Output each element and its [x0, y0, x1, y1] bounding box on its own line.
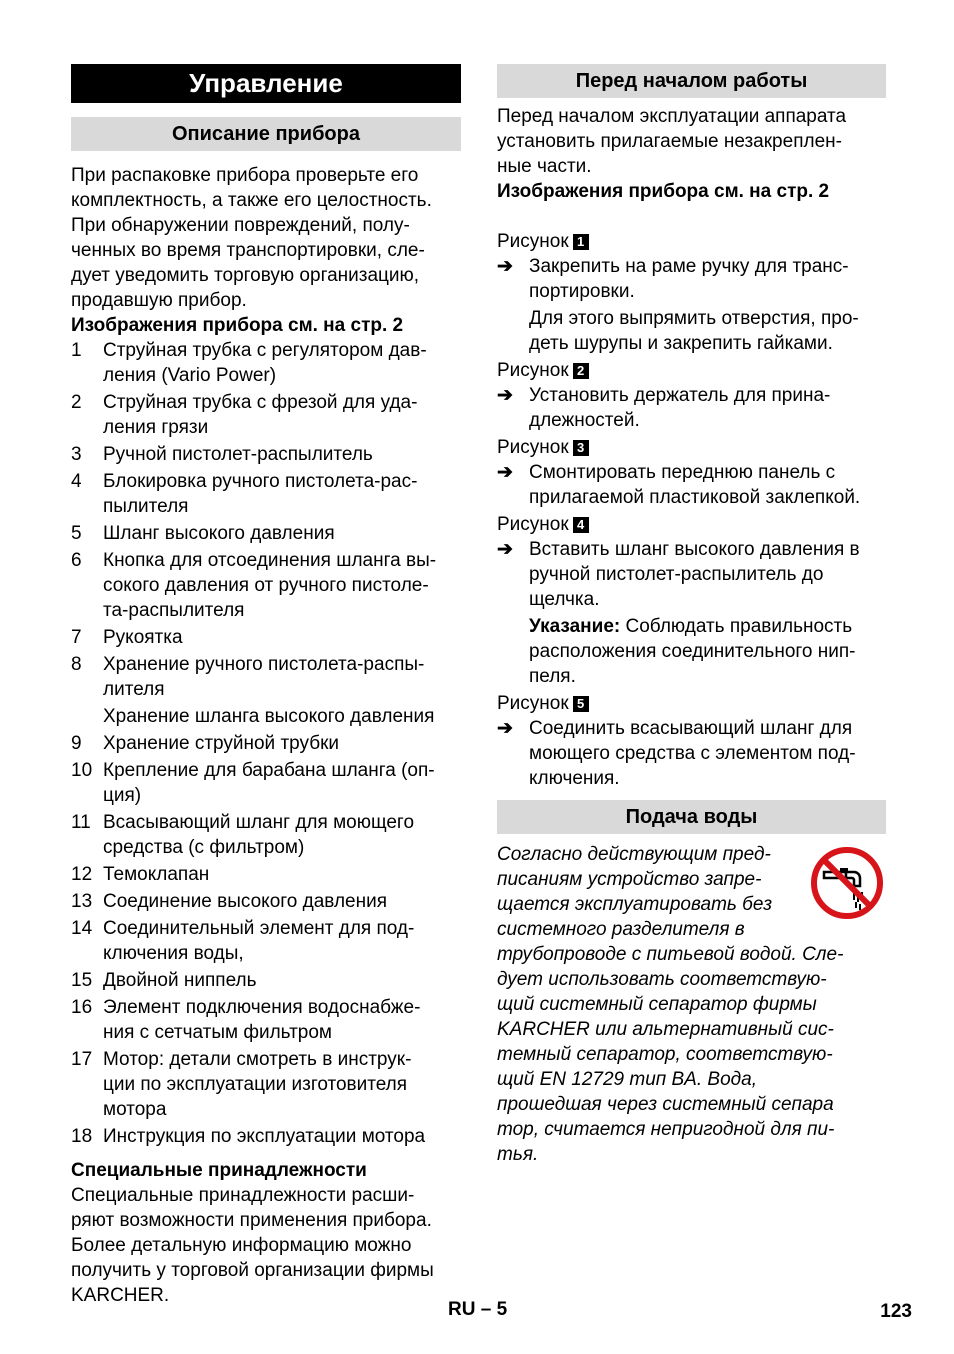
list-item-line: средства (с фильтром) — [103, 837, 305, 858]
list-item-number: 14 — [71, 918, 93, 939]
step-text — [529, 716, 886, 791]
list-item-line: ключения воды, — [103, 943, 244, 964]
figure-number-badge: 5 — [573, 696, 589, 712]
list-item-line: Элемент подключения водоснабже- — [103, 997, 421, 1018]
figure-number-badge: 4 — [573, 517, 589, 533]
list-item — [71, 469, 461, 519]
section-title-water-supply: Подача воды — [497, 800, 886, 834]
water-line: трубопроводе с питьевой водой. Сле- — [497, 944, 844, 965]
step-item — [497, 716, 886, 791]
list-item-number: 10 — [71, 760, 93, 781]
list-item-line: ции по эксплуатации изготовителя — [103, 1074, 408, 1095]
step-line: моющего средства с элементом под- — [529, 743, 856, 764]
page-title: Управление — [71, 64, 461, 103]
arrow-icon: ➔ — [497, 256, 513, 277]
water-line: прошедшая через системный сепара — [497, 1094, 834, 1115]
accessories-line: Специальные принадлежности расши- — [71, 1185, 415, 1206]
list-item-line: Ручной пистолет-распылитель — [103, 444, 373, 465]
water-line: писаниям устройство запре- — [497, 869, 762, 890]
list-item-line: Темоклапан — [103, 864, 210, 885]
step-item — [497, 537, 886, 612]
list-item-line: Соединение высокого давления — [103, 891, 387, 912]
step-item — [497, 383, 886, 433]
figure-label — [497, 691, 886, 716]
intro-line: ные части. — [497, 156, 592, 177]
list-item — [71, 731, 461, 756]
list-item-text — [103, 862, 461, 887]
list-item-line: Струйная трубка с регулятором дав- — [103, 340, 427, 361]
list-item-number: 18 — [71, 1126, 93, 1147]
list-item — [71, 521, 461, 546]
list-item-line: Струйная трубка с фрезой для уда- — [103, 392, 418, 413]
intro-line: При распаковке прибора проверьте его — [71, 165, 419, 186]
list-item-number: 7 — [71, 627, 82, 648]
list-item-line: Шланг высокого давления — [103, 523, 335, 544]
list-item — [71, 652, 461, 702]
parts-list — [71, 338, 461, 1149]
list-item-number: 15 — [71, 970, 93, 991]
list-item-line: Крепление для барабана шланга (оп- — [103, 760, 435, 781]
list-item-text — [103, 548, 461, 623]
water-line: темный сепаратор, соответствую- — [497, 1044, 833, 1065]
water-line: KARCHER или альтернативный сис- — [497, 1019, 834, 1040]
list-item-line: Всасывающий шланг для моющего — [103, 812, 415, 833]
list-item-number: 2 — [71, 392, 82, 413]
note-line: расположения соединительного нип- — [529, 641, 856, 662]
before-start-paragraph — [497, 104, 886, 179]
list-item-line: лителя — [103, 679, 165, 700]
figure-label — [497, 512, 886, 537]
intro-line: продавшую прибор. — [71, 290, 247, 311]
figure-number-badge: 3 — [573, 440, 589, 456]
accessories-paragraph — [71, 1183, 461, 1308]
footer-page-number: 123 — [880, 1301, 912, 1322]
list-item-line: ния с сетчатым фильтром — [103, 1022, 332, 1043]
list-item-text — [103, 625, 461, 650]
list-item — [71, 625, 461, 650]
note-line: пеля. — [529, 666, 576, 687]
list-item-text — [103, 338, 461, 388]
step-line: ключения. — [529, 768, 620, 789]
water-line: щий системный сепаратор фирмы — [497, 994, 817, 1015]
list-item-number: 11 — [71, 812, 91, 833]
step-text — [529, 460, 886, 510]
list-item-line: ления (Vario Power) — [103, 365, 277, 386]
list-item-line: Двойной ниппель — [103, 970, 257, 991]
list-item — [71, 758, 461, 808]
intro-line: Перед началом эксплуатации аппарата — [497, 106, 847, 127]
list-item-number: 5 — [71, 523, 82, 544]
arrow-icon: ➔ — [497, 718, 513, 739]
list-item-text — [103, 995, 461, 1045]
intro-line: При обнаружении повреждений, полу- — [71, 215, 410, 236]
list-item-number: 4 — [71, 471, 82, 492]
list-item-line: Соединительный элемент для под- — [103, 918, 415, 939]
footer-language-page: RU – 5 — [448, 1299, 508, 1320]
arrow-icon: ➔ — [497, 539, 513, 560]
list-item-number: 16 — [71, 997, 93, 1018]
list-item-text — [103, 442, 461, 467]
step-item — [497, 254, 886, 304]
list-item-line: пылителя — [103, 496, 189, 517]
images-reference-right: Изображения прибора см. на стр. 2 — [497, 181, 830, 202]
accessories-line: ряют возможности применения прибора. — [71, 1210, 432, 1231]
step-text — [529, 537, 886, 612]
step-line: ручной пистолет-распылитель до — [529, 564, 824, 585]
list-item-text — [103, 469, 461, 519]
list-item-number: 17 — [71, 1049, 93, 1070]
step-item — [497, 460, 886, 510]
figure-label — [497, 358, 886, 383]
list-item-number: 12 — [71, 864, 93, 885]
list-item-text — [103, 810, 461, 860]
water-line: щается эксплуатировать без — [497, 894, 773, 915]
list-item-line: ления грязи — [103, 417, 209, 438]
list-item-line: Хранение струйной трубки — [103, 733, 340, 754]
list-item — [71, 1124, 461, 1149]
water-line: дует использовать соответствую- — [497, 969, 827, 990]
step-extra-line: деть шурупы и закрепить гайками. — [529, 333, 833, 354]
list-item — [71, 390, 461, 440]
figure-label-text: Рисунок — [497, 231, 569, 252]
figure-label-text: Рисунок — [497, 514, 569, 535]
figure-label — [497, 435, 886, 460]
section-title-description: Описание прибора — [71, 117, 461, 151]
figure-label-text: Рисунок — [497, 693, 569, 714]
list-item-number: 3 — [71, 444, 82, 465]
list-item-text — [103, 1047, 461, 1122]
list-item-line: та-распылителя — [103, 600, 245, 621]
list-item-text — [103, 390, 461, 440]
list-item-line: Инструкция по эксплуатации мотора — [103, 1126, 426, 1147]
figure-label — [497, 229, 886, 254]
no-drinking-water-icon — [810, 846, 884, 920]
water-supply-paragraph — [497, 842, 886, 1167]
images-reference: Изображения прибора см. на стр. 2 — [71, 315, 404, 336]
list-item — [71, 810, 461, 860]
figure-steps — [497, 229, 886, 791]
step-line: длежностей. — [529, 410, 640, 431]
left-column — [71, 64, 461, 1308]
accessories-line: получить у торговой организации фирмы — [71, 1260, 434, 1281]
list-item-number: 9 — [71, 733, 82, 754]
figure-label-text: Рисунок — [497, 360, 569, 381]
list-item-text — [103, 731, 461, 756]
water-line: системного разделителя в — [497, 919, 745, 940]
step-text — [529, 383, 886, 433]
list-item — [71, 548, 461, 623]
list-item-text — [103, 704, 461, 729]
intro-line: ченных во время транспортировки, сле- — [71, 240, 425, 261]
list-item-line: Хранение шланга высокого давления — [103, 706, 435, 727]
water-line: Согласно действующим пред- — [497, 844, 771, 865]
accessories-line: KARCHER. — [71, 1285, 170, 1306]
step-line: портировки. — [529, 281, 635, 302]
list-item-number: 8 — [71, 654, 82, 675]
list-item — [71, 889, 461, 914]
list-item-text — [103, 758, 461, 808]
list-item-number: 13 — [71, 891, 93, 912]
step-extra-line: Для этого выпрямить отверстия, про- — [529, 308, 859, 329]
list-item-text — [103, 916, 461, 966]
list-item — [71, 995, 461, 1045]
list-item-line: Кнопка для отсоединения шланга вы- — [103, 550, 437, 571]
figure-label-text: Рисунок — [497, 437, 569, 458]
list-item-text — [103, 652, 461, 702]
list-item — [71, 968, 461, 993]
step-text — [529, 254, 886, 304]
water-line: тья. — [497, 1144, 539, 1165]
intro-paragraph — [71, 163, 461, 313]
list-item-line: Хранение ручного пистолета-распы- — [103, 654, 425, 675]
accessories-line: Более детальную информацию можно — [71, 1235, 412, 1256]
list-item — [71, 862, 461, 887]
list-item-text — [103, 521, 461, 546]
step-extra — [497, 306, 886, 356]
figure-number-badge: 1 — [573, 234, 589, 250]
section-title-before-start: Перед началом работы — [497, 64, 886, 98]
intro-line: комплектность, а также его целостность. — [71, 190, 432, 211]
list-item-line: Рукоятка — [103, 627, 183, 648]
list-item-number — [71, 704, 103, 729]
figure-number-badge: 2 — [573, 363, 589, 379]
list-item — [71, 704, 461, 729]
right-column — [497, 64, 886, 1167]
arrow-icon: ➔ — [497, 385, 513, 406]
step-line: Вставить шланг высокого давления в — [529, 539, 860, 560]
step-line: Закрепить на раме ручку для транс- — [529, 256, 849, 277]
step-line: щелчка. — [529, 589, 600, 610]
intro-line: установить прилагаемые незакреплен- — [497, 131, 842, 152]
list-item — [71, 442, 461, 467]
note-text: Соблюдать правильность — [620, 616, 853, 637]
step-note — [497, 614, 886, 689]
step-line: Смонтировать переднюю панель с — [529, 462, 836, 483]
list-item-line: ция) — [103, 785, 142, 806]
water-line: тор, считается непригодной для пи- — [497, 1119, 835, 1140]
water-line: щий EN 12729 тип BA. Вода, — [497, 1069, 757, 1090]
accessories-title: Специальные принадлежности — [71, 1160, 367, 1181]
arrow-icon: ➔ — [497, 462, 513, 483]
list-item-line: сокого давления от ручного пистоле- — [103, 575, 429, 596]
list-item-line: Мотор: детали смотреть в инструк- — [103, 1049, 412, 1070]
list-item-text — [103, 1124, 461, 1149]
list-item-text — [103, 889, 461, 914]
step-line: Установить держатель для прина- — [529, 385, 831, 406]
list-item — [71, 338, 461, 388]
list-item — [71, 916, 461, 966]
list-item-text — [103, 968, 461, 993]
list-item-line: Блокировка ручного пистолета-рас- — [103, 471, 418, 492]
list-item — [71, 1047, 461, 1122]
list-item-line: мотора — [103, 1099, 167, 1120]
step-line: Соединить всасывающий шланг для — [529, 718, 853, 739]
list-item-number: 6 — [71, 550, 82, 571]
step-line: прилагаемой пластиковой заклепкой. — [529, 487, 861, 508]
list-item-number: 1 — [71, 340, 82, 361]
note-label: Указание: — [529, 616, 621, 637]
note-line — [529, 614, 886, 639]
intro-line: дует уведомить торговую организацию, — [71, 265, 420, 286]
